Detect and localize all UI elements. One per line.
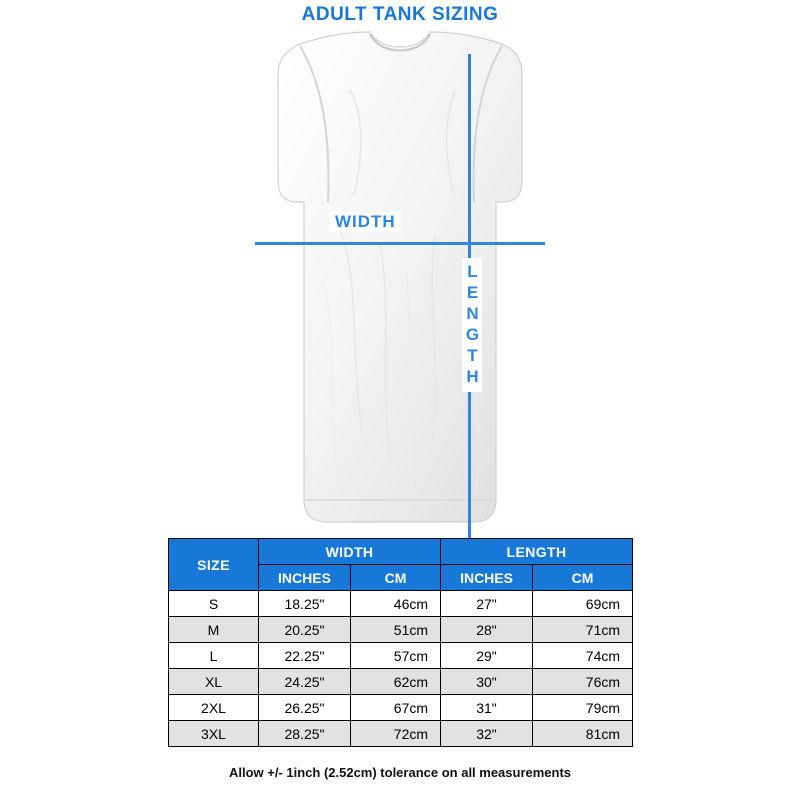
header-length: LENGTH (441, 539, 633, 565)
header-width-cm: CM (351, 565, 441, 591)
cell-width-cm: 51cm (351, 617, 441, 643)
table-row (169, 669, 633, 695)
cell-width-cm: 57cm (351, 643, 441, 669)
cell-length-inches: 30" (441, 669, 533, 695)
cell-length-inches: 28" (441, 617, 533, 643)
header-width: WIDTH (259, 539, 441, 565)
table-row (169, 591, 633, 617)
table-row (169, 695, 633, 721)
table-row (169, 643, 633, 669)
cell-width-cm: 62cm (351, 669, 441, 695)
cell-length-cm: 69cm (533, 591, 633, 617)
cell-length-cm: 76cm (533, 669, 633, 695)
cell-width-inches: 26.25" (259, 695, 351, 721)
cell-length-inches: 31" (441, 695, 533, 721)
header-length-cm: CM (533, 565, 633, 591)
header-length-inches: INCHES (441, 565, 533, 591)
table-group-header-row (169, 539, 633, 565)
garment-illustration (230, 30, 570, 540)
cell-length-inches: 29" (441, 643, 533, 669)
cell-size: 2XL (169, 695, 259, 721)
cell-width-inches: 24.25" (259, 669, 351, 695)
page-title: ADULT TANK SIZING (301, 4, 499, 25)
cell-length-inches: 32" (441, 721, 533, 747)
cell-width-inches: 18.25" (259, 591, 351, 617)
tank-top-image (230, 30, 570, 530)
cell-size: XL (169, 669, 259, 695)
tolerance-note: Allow +/- 1inch (2.52cm) tolerance on all measurements (228, 765, 572, 780)
cell-length-cm: 81cm (533, 721, 633, 747)
cell-width-inches: 20.25" (259, 617, 351, 643)
cell-width-inches: 22.25" (259, 643, 351, 669)
cell-size: 3XL (169, 721, 259, 747)
cell-width-cm: 67cm (351, 695, 441, 721)
width-measurement-line (255, 242, 545, 245)
length-label: LENGTH (462, 258, 482, 392)
cell-length-cm: 79cm (533, 695, 633, 721)
cell-size: L (169, 643, 259, 669)
cell-length-inches: 27" (441, 591, 533, 617)
size-chart-table (168, 538, 632, 747)
header-size: SIZE (169, 539, 259, 591)
cell-length-cm: 74cm (533, 643, 633, 669)
table-row (169, 721, 633, 747)
cell-size: M (169, 617, 259, 643)
cell-size: S (169, 591, 259, 617)
cell-width-cm: 46cm (351, 591, 441, 617)
header-width-inches: INCHES (259, 565, 351, 591)
cell-width-cm: 72cm (351, 721, 441, 747)
cell-length-cm: 71cm (533, 617, 633, 643)
cell-width-inches: 28.25" (259, 721, 351, 747)
width-label: WIDTH (330, 212, 401, 232)
table-row (169, 617, 633, 643)
